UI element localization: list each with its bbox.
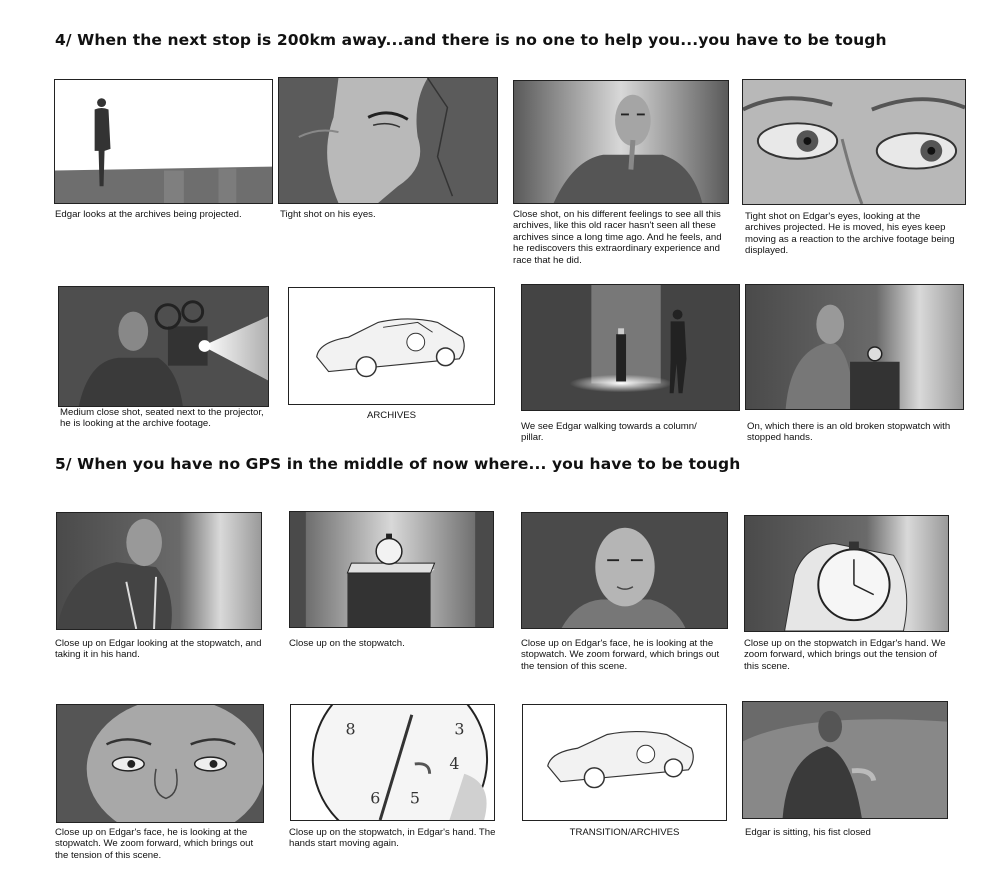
storyboard-frame-4: [742, 79, 966, 205]
svg-text:5: 5: [409, 788, 420, 808]
storyboard-frame-8: [745, 284, 964, 410]
storyboard-frame-1: [54, 79, 273, 204]
svg-text:4: 4: [449, 753, 460, 773]
section-title-4: 4/ When the next stop is 200km away...and there is no one to help you...you have to be tough: [55, 31, 887, 49]
storyboard-frame-2: [278, 77, 498, 204]
panel-caption: Close up on the stopwatch, in Edgar's hand. The hands start moving again.: [289, 827, 496, 850]
svg-text:6: 6: [370, 788, 381, 808]
storyboard-frame-10: [289, 511, 494, 628]
storyboard-frame-11: [521, 512, 728, 629]
panel-caption: Medium close shot, seated next to the projector, he is looking at the archive footage.: [60, 407, 264, 430]
storyboard-frame-16: [742, 701, 948, 819]
storyboard-frame-7: [521, 284, 740, 411]
storyboard-frame-3: [513, 80, 729, 204]
storyboard-frame-12: [744, 515, 949, 632]
svg-text:8: 8: [345, 719, 356, 739]
panel-caption: Edgar looks at the archives being projected.: [55, 209, 242, 220]
storyboard-frame-5: [58, 286, 269, 407]
panel-caption: Close up on the stopwatch in Edgar's hand. We zoom forward, which brings out the tension of this scene.: [744, 638, 946, 672]
storyboard-frame-15: [522, 704, 727, 821]
panel-caption: Tight shot on his eyes.: [280, 209, 376, 220]
storyboard-frame-6: [288, 287, 495, 405]
storyboard-frame-13: [56, 704, 264, 823]
panel-caption: Edgar is sitting, his fist closed: [745, 827, 871, 838]
panel-caption: Tight shot on Edgar's eyes, looking at the archives projected. He is moved, his eyes keep moving as a reaction to the archive footage being displayed.: [745, 211, 955, 257]
section-title-5: 5/ When you have no GPS in the middle of now where... you have to be tough: [55, 455, 741, 473]
svg-text:3: 3: [454, 719, 465, 739]
panel-caption: We see Edgar walking towards a column/ pillar.: [521, 421, 697, 444]
storyboard-frame-14: [290, 704, 495, 821]
panel-caption: Close up on Edgar looking at the stopwatch, and taking it in his hand.: [55, 638, 262, 661]
panel-caption: Close up on Edgar's face, he is looking at the stopwatch. We zoom forward, which brings out the tension of this scene.: [521, 638, 720, 672]
panel-caption: Close up on the stopwatch.: [289, 638, 405, 649]
panel-caption: Close up on Edgar's face, he is looking at the stopwatch. We zoom forward, which brings out the tension of this scene.: [55, 827, 254, 861]
panel-caption: Close shot, on his different feelings to see all this archives, like this old racer hasn't seen all these archives since a long time ago. And he feels, and he rediscovers this extraordinary experience and race that he did.: [513, 209, 722, 266]
panel-caption: On, which there is an old broken stopwatch with stopped hands.: [747, 421, 951, 444]
storyboard-frame-9: [56, 512, 262, 630]
panel-caption: ARCHIVES: [366, 410, 417, 421]
panel-caption: TRANSITION/ARCHIVES: [569, 827, 680, 838]
